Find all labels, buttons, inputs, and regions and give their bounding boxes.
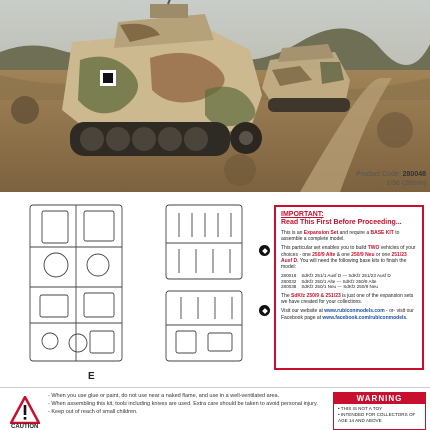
sprue-label: E [88, 371, 95, 382]
list-item: - Keep out of reach of small children. [48, 409, 138, 415]
caution-label: CAUTION [11, 424, 39, 430]
product-code-value: 280048 [402, 171, 426, 178]
table-row: 280032 SdKfz 250/1 Alte --- SdKfz 250/9 Alte [281, 278, 377, 284]
base-kit-table [281, 273, 396, 290]
build-options-note: This particular set enables you to build TWO vehicles of your choices - one 250/9 Alte & one 250/9 Neu or one 251/23 Ausf D. You will need the following base kits to finish the model: [281, 245, 416, 271]
sprue-frame-art [26, 203, 252, 365]
hero-photo [0, 0, 430, 192]
table-row: 280018 SdKfz 251/1 Ausf D --- SdKfz 251/23 Ausf D [281, 273, 391, 279]
expansion-series-note: The SdKfz 250/9 & 251/23 is just one of the expansion sets we have created for your collections. [281, 293, 414, 306]
sprue-diagrams [26, 203, 252, 365]
important-title: IMPORTANT: [281, 211, 324, 218]
warning-body [334, 404, 425, 426]
list-item: • THIS IS NOT A TOY [338, 406, 383, 411]
diamond-bullet-icon [259, 305, 270, 316]
website-note: Visit our website at www.rubiconmodels.com - or- visit our Facebook page at www.facebook.com/rubiconmodels. [281, 308, 414, 321]
warning-title: WARNING [334, 393, 425, 404]
caution-list [48, 392, 330, 416]
list-item: - When you use glue or paint, do not use near a naked flame, and use in a well-ventilated area. [48, 393, 280, 399]
list-item: - When assembling this kit, tools including knives are used. Extra care should be taken to avoid personal injury. [48, 401, 318, 407]
warning-triangle-icon [10, 396, 40, 424]
diamond-bullet-icon [259, 245, 270, 256]
important-subtitle: Read This First Before Proceeding... [281, 219, 402, 226]
facebook-link[interactable]: www.facebook.com/rubiconmodels [322, 314, 407, 321]
warning-box [333, 392, 426, 430]
scale-note: 1/56 (28mm) [386, 180, 426, 187]
expansion-note: This is an Expansion Set and require a BASE KIT to assemble a complete model. [281, 230, 400, 243]
product-code-label: Product Code: [355, 171, 401, 178]
website-link[interactable]: www.rubiconmodels.com [324, 308, 385, 315]
important-info-box [274, 205, 424, 370]
list-item: • INTENDED FOR COLLECTORS OF AGE 14 AND ABOVE [338, 412, 416, 423]
table-row: 280038 SdKfz 250/1 Neu --- SdKfz 250/9 Neu [281, 284, 378, 290]
product-code [356, 170, 426, 188]
halftrack-scene [0, 0, 430, 192]
